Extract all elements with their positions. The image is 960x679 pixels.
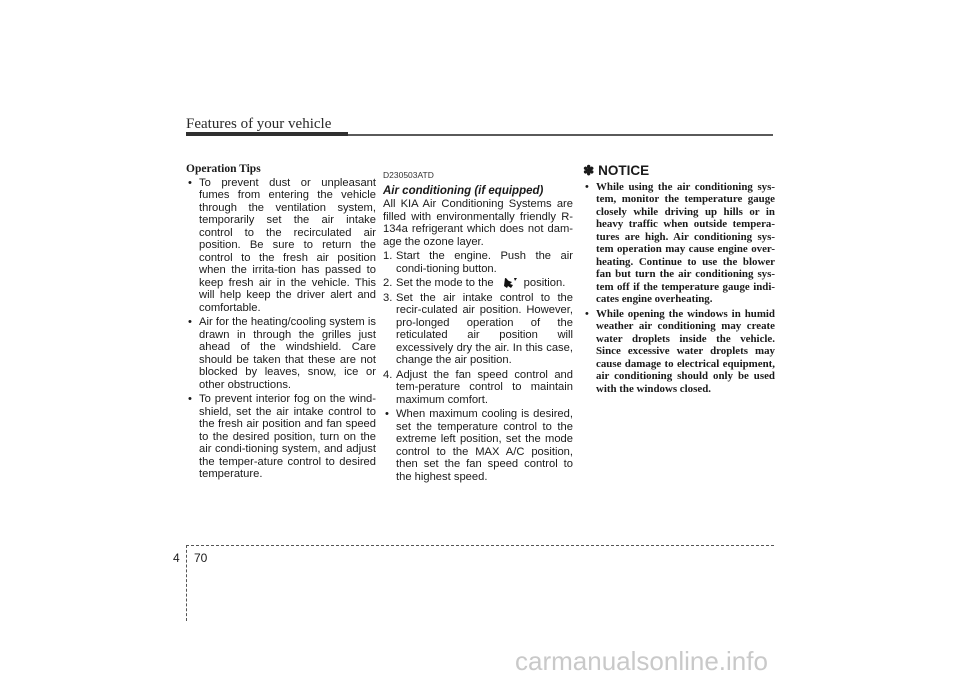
- ac-intro-text: All KIA Air Conditioning Systems are filled with environmentally friendly R-134a refrigerant which does not dam-age the ozone layer.: [383, 198, 573, 248]
- operation-tips-heading: Operation Tips: [186, 163, 261, 175]
- section-code: D230503ATD: [383, 170, 434, 180]
- ac-step: [383, 277, 573, 290]
- tip-text: Air for the heating/cooling system is drawn in through the grilles just ahead of the windshield. Care should be taken that these are not blocked by leaves, snow, ice or other obstructions.: [199, 316, 376, 391]
- header-rule: [348, 134, 773, 136]
- bullet-icon: •: [585, 307, 589, 320]
- notice-text: While opening the windows in humid weather air conditioning may create water droplets inside the vehicle. Since excessive water droplets may cause damage to electrical equipment, air conditioning should only be used with the windows closed.: [596, 307, 775, 395]
- step-number: 2.: [383, 277, 393, 289]
- step-text: Adjust the fan speed control and tem-perature control to maintain maximum comfort.: [396, 368, 573, 406]
- floor-vent-icon: [500, 277, 518, 289]
- notice-bullet: [583, 308, 775, 396]
- step-number: 4.: [383, 368, 393, 381]
- bullet-icon: •: [188, 393, 192, 405]
- bullet-icon: •: [188, 316, 192, 328]
- bullet-icon: •: [585, 180, 589, 193]
- notice-text: While using the air conditioning sys-tem, monitor the temperature gauge closely while driving up hills or in heavy traffic when outside tempera-tures are high. Air conditioning sys-tem operation may cause engine over-heating. Continue to use the blower fan but turn the air conditioning sys-tem off if the temperature gauge indi-cates engine overheating.: [596, 180, 775, 305]
- bullet-icon: •: [188, 176, 192, 189]
- column-air-conditioning: [383, 163, 573, 485]
- bullet-icon: •: [385, 408, 389, 420]
- notice-title: NOTICE: [598, 163, 650, 178]
- column-notice: [583, 163, 775, 397]
- step-text-end: position.: [523, 277, 566, 289]
- ac-bullet: [383, 408, 573, 483]
- page-header-title: Features of your vehicle: [186, 116, 332, 132]
- footer-vertical-rule: [186, 545, 187, 621]
- header-rule-accent: [186, 132, 348, 136]
- ac-step: [383, 369, 573, 407]
- page-number: 70: [194, 551, 208, 565]
- tip-bullet: [186, 393, 376, 481]
- notice-body: [583, 181, 775, 396]
- chapter-number: 4: [173, 551, 180, 565]
- tip-text: To prevent dust or unpleasant fumes from entering the vehicle through the ventilation system, temporarily set the air intake control to the recirculated air position. Be sure to return the control to the fresh air position when the irrita-tion has passed to keep fresh air in the vehicle. This will help keep the driver alert and comfortable.: [199, 176, 376, 314]
- tip-bullet: [186, 316, 376, 391]
- footer-rule: [186, 545, 774, 546]
- air-conditioning-heading: Air conditioning (if equipped): [383, 184, 544, 197]
- ac-step: [383, 250, 573, 275]
- notice-bullet: [583, 181, 775, 306]
- step-number: 3.: [383, 291, 393, 304]
- step-number: 1.: [383, 250, 393, 262]
- ac-step: [383, 292, 573, 367]
- notice-heading: [583, 165, 775, 178]
- step-text: Set the air intake control to the recir-culated air position. However, pro-longed operation of the reticulated air position will excessively dry the air. In this case, change the air position.: [396, 291, 573, 366]
- tip-text: To prevent interior fog on the wind-shield, set the air intake control to the fresh air position and fan speed to the desired position, turn on the air condi-tioning system, and adjust the temper-ature control to desired temperature.: [199, 393, 376, 480]
- ac-bullet-text: When maximum cooling is desired, set the temperature control to the extreme left position, set the mode control to the MAX A/C position, then set the fan speed control to the highest speed.: [396, 408, 573, 483]
- tip-bullet: [186, 177, 376, 315]
- step-text: Set the mode to the: [396, 277, 494, 289]
- watermark: carmanualsonline.info: [515, 646, 768, 676]
- column-operation-tips: [186, 163, 376, 483]
- step-text: Start the engine. Push the air condi-tioning button.: [396, 250, 573, 275]
- notice-icon: ✽: [583, 163, 595, 178]
